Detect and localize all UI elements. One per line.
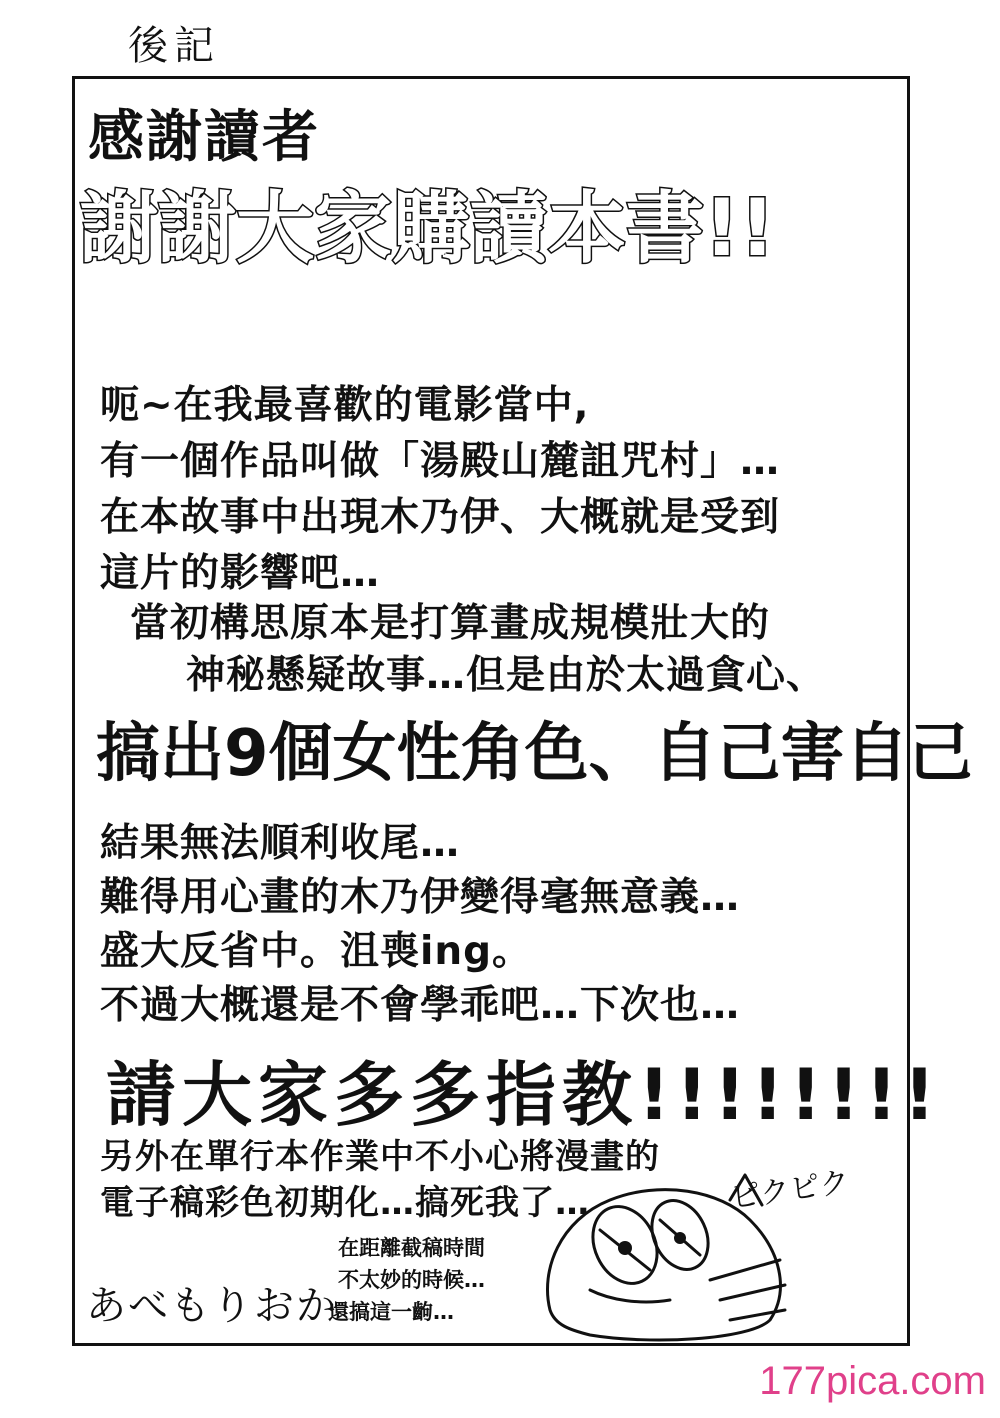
- side-note-line-2: 不太妙的時候…: [338, 1268, 485, 1292]
- body-line-9: 盛大反省中。沮喪ing。: [100, 929, 533, 974]
- sound-effect: ピクピク: [728, 1164, 852, 1217]
- body-line-7: 結果無法順利收尾…: [100, 821, 461, 866]
- emphasis-please-support: 請大家多多指教!!!!!!!!: [106, 1054, 942, 1136]
- side-note-line-1: 在距離截稿時間: [338, 1236, 485, 1260]
- site-watermark: 177pica.com: [759, 1359, 986, 1403]
- author-signature: あべもりおか: [86, 1283, 338, 1329]
- body-line-12: 電子稿彩色初期化…搞死我了…: [100, 1183, 590, 1223]
- heading-thanks-readers: 感謝讀者: [88, 105, 320, 170]
- body-line-3: 在本故事中出現木乃伊、大概就是受到: [100, 495, 781, 540]
- body-line-6: 神秘懸疑故事…但是由於太過貪心、: [186, 653, 827, 698]
- body-line-5: 當初構思原本是打算畫成規模壯大的: [130, 601, 771, 646]
- side-note-line-3: 還搞這一齣…: [328, 1300, 454, 1324]
- body-line-4: 這片的影響吧…: [100, 551, 381, 596]
- afterword-title: 後記: [128, 23, 220, 69]
- heading-thanks-purchase: 謝謝大家購讀本書!!: [80, 184, 776, 274]
- body-line-11: 另外在單行本作業中不小心將漫畫的: [100, 1137, 660, 1177]
- body-line-10: 不過大概還是不會學乖吧…下次也…: [100, 983, 741, 1028]
- body-line-2: 有一個作品叫做「湯殿山麓詛咒村」…: [100, 439, 781, 484]
- body-line-1: 呃~在我最喜歡的電影當中,: [100, 383, 590, 428]
- author-mascot-drawing: [530, 1160, 820, 1345]
- emphasis-nine-heroines: 搞出9個女性角色、自己害自己: [96, 717, 973, 791]
- body-line-8: 難得用心畫的木乃伊變得毫無意義…: [100, 875, 741, 920]
